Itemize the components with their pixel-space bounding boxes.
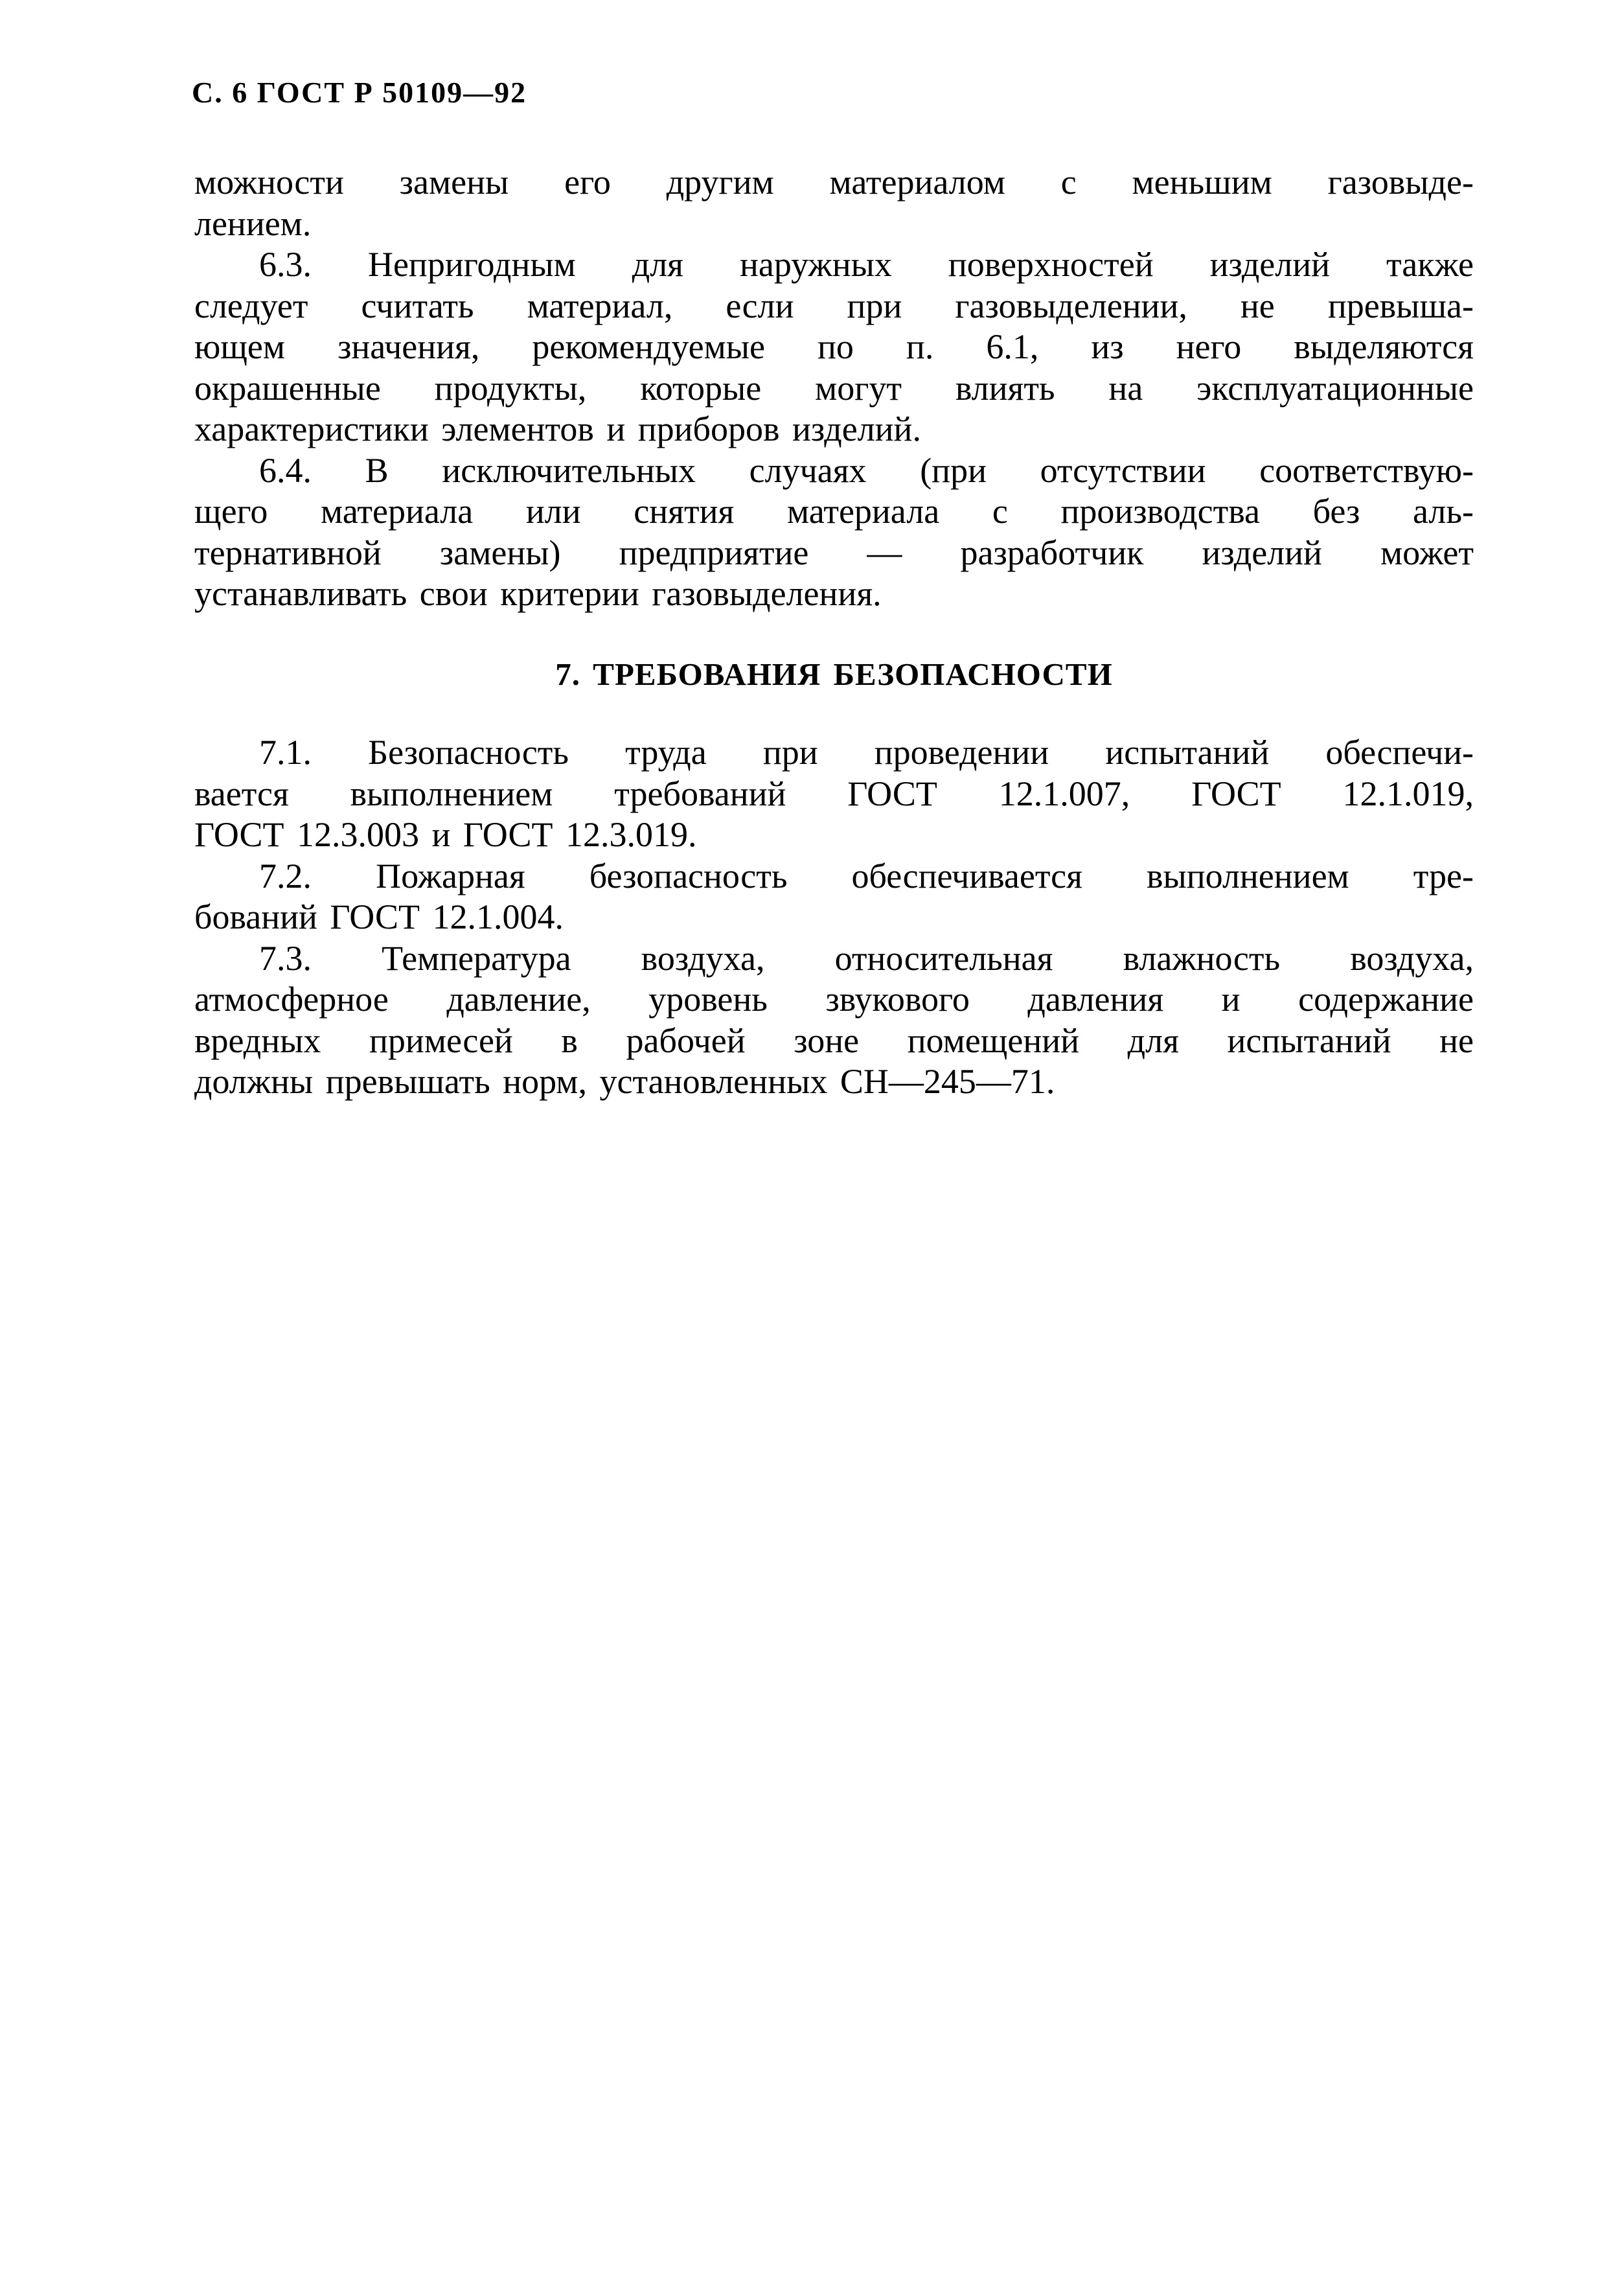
text-line: лением. xyxy=(194,203,312,243)
text-line: тернативной замены) предприятие — разработчик изделий может xyxy=(194,533,1474,572)
text-line: следует считать материал, если при газовыделении, не превыша- xyxy=(194,286,1474,325)
text-line: 6.3. Непригодным для наружных поверхностей изделий также xyxy=(259,245,1474,284)
text-line: 7.2. Пожарная безопасность обеспечивается выполнением тре- xyxy=(259,856,1474,895)
text-line: должны превышать норм, установленных СН—245—71. xyxy=(194,1062,1055,1101)
section-heading: 7. ТРЕБОВАНИЯ БЕЗОПАСНОСТИ xyxy=(555,656,1113,692)
text-line: ГОСТ 12.3.003 и ГОСТ 12.3.019. xyxy=(194,815,697,854)
text-line: окрашенные продукты, которые могут влиять на эксплуатационные xyxy=(194,368,1474,408)
text-line: ющем значения, рекомендуемые по п. 6.1, из него выделяются xyxy=(194,327,1474,366)
text-line: устанавливать свои критерии газовыделения. xyxy=(194,574,882,613)
text-column xyxy=(194,162,1474,1103)
text-line: 7.3. Температура воздуха, относительная влажность воздуха, xyxy=(259,938,1474,978)
text-line: атмосферное давление, уровень звукового давления и содержание xyxy=(194,980,1474,1019)
text-line: 6.4. В исключительных случаях (при отсутствии соответствую- xyxy=(259,450,1474,490)
text-line: щего материала или снятия материала с производства без аль- xyxy=(194,492,1474,531)
text-line: можности замены его другим материалом с меньшим газовыде- xyxy=(194,163,1474,202)
text-line: бований ГОСТ 12.1.004. xyxy=(194,897,564,936)
page-header: С. 6 ГОСТ Р 50109—92 xyxy=(192,76,527,109)
text-line: 7.1. Безопасность труда при проведении испытаний обеспечи- xyxy=(259,733,1474,772)
text-line: вается выполнением требований ГОСТ 12.1.007, ГОСТ 12.1.019, xyxy=(194,774,1474,813)
text-line: характеристики элементов и приборов изделий. xyxy=(194,410,921,448)
text-line: вредных примесей в рабочей зоне помещений для испытаний не xyxy=(194,1021,1474,1060)
